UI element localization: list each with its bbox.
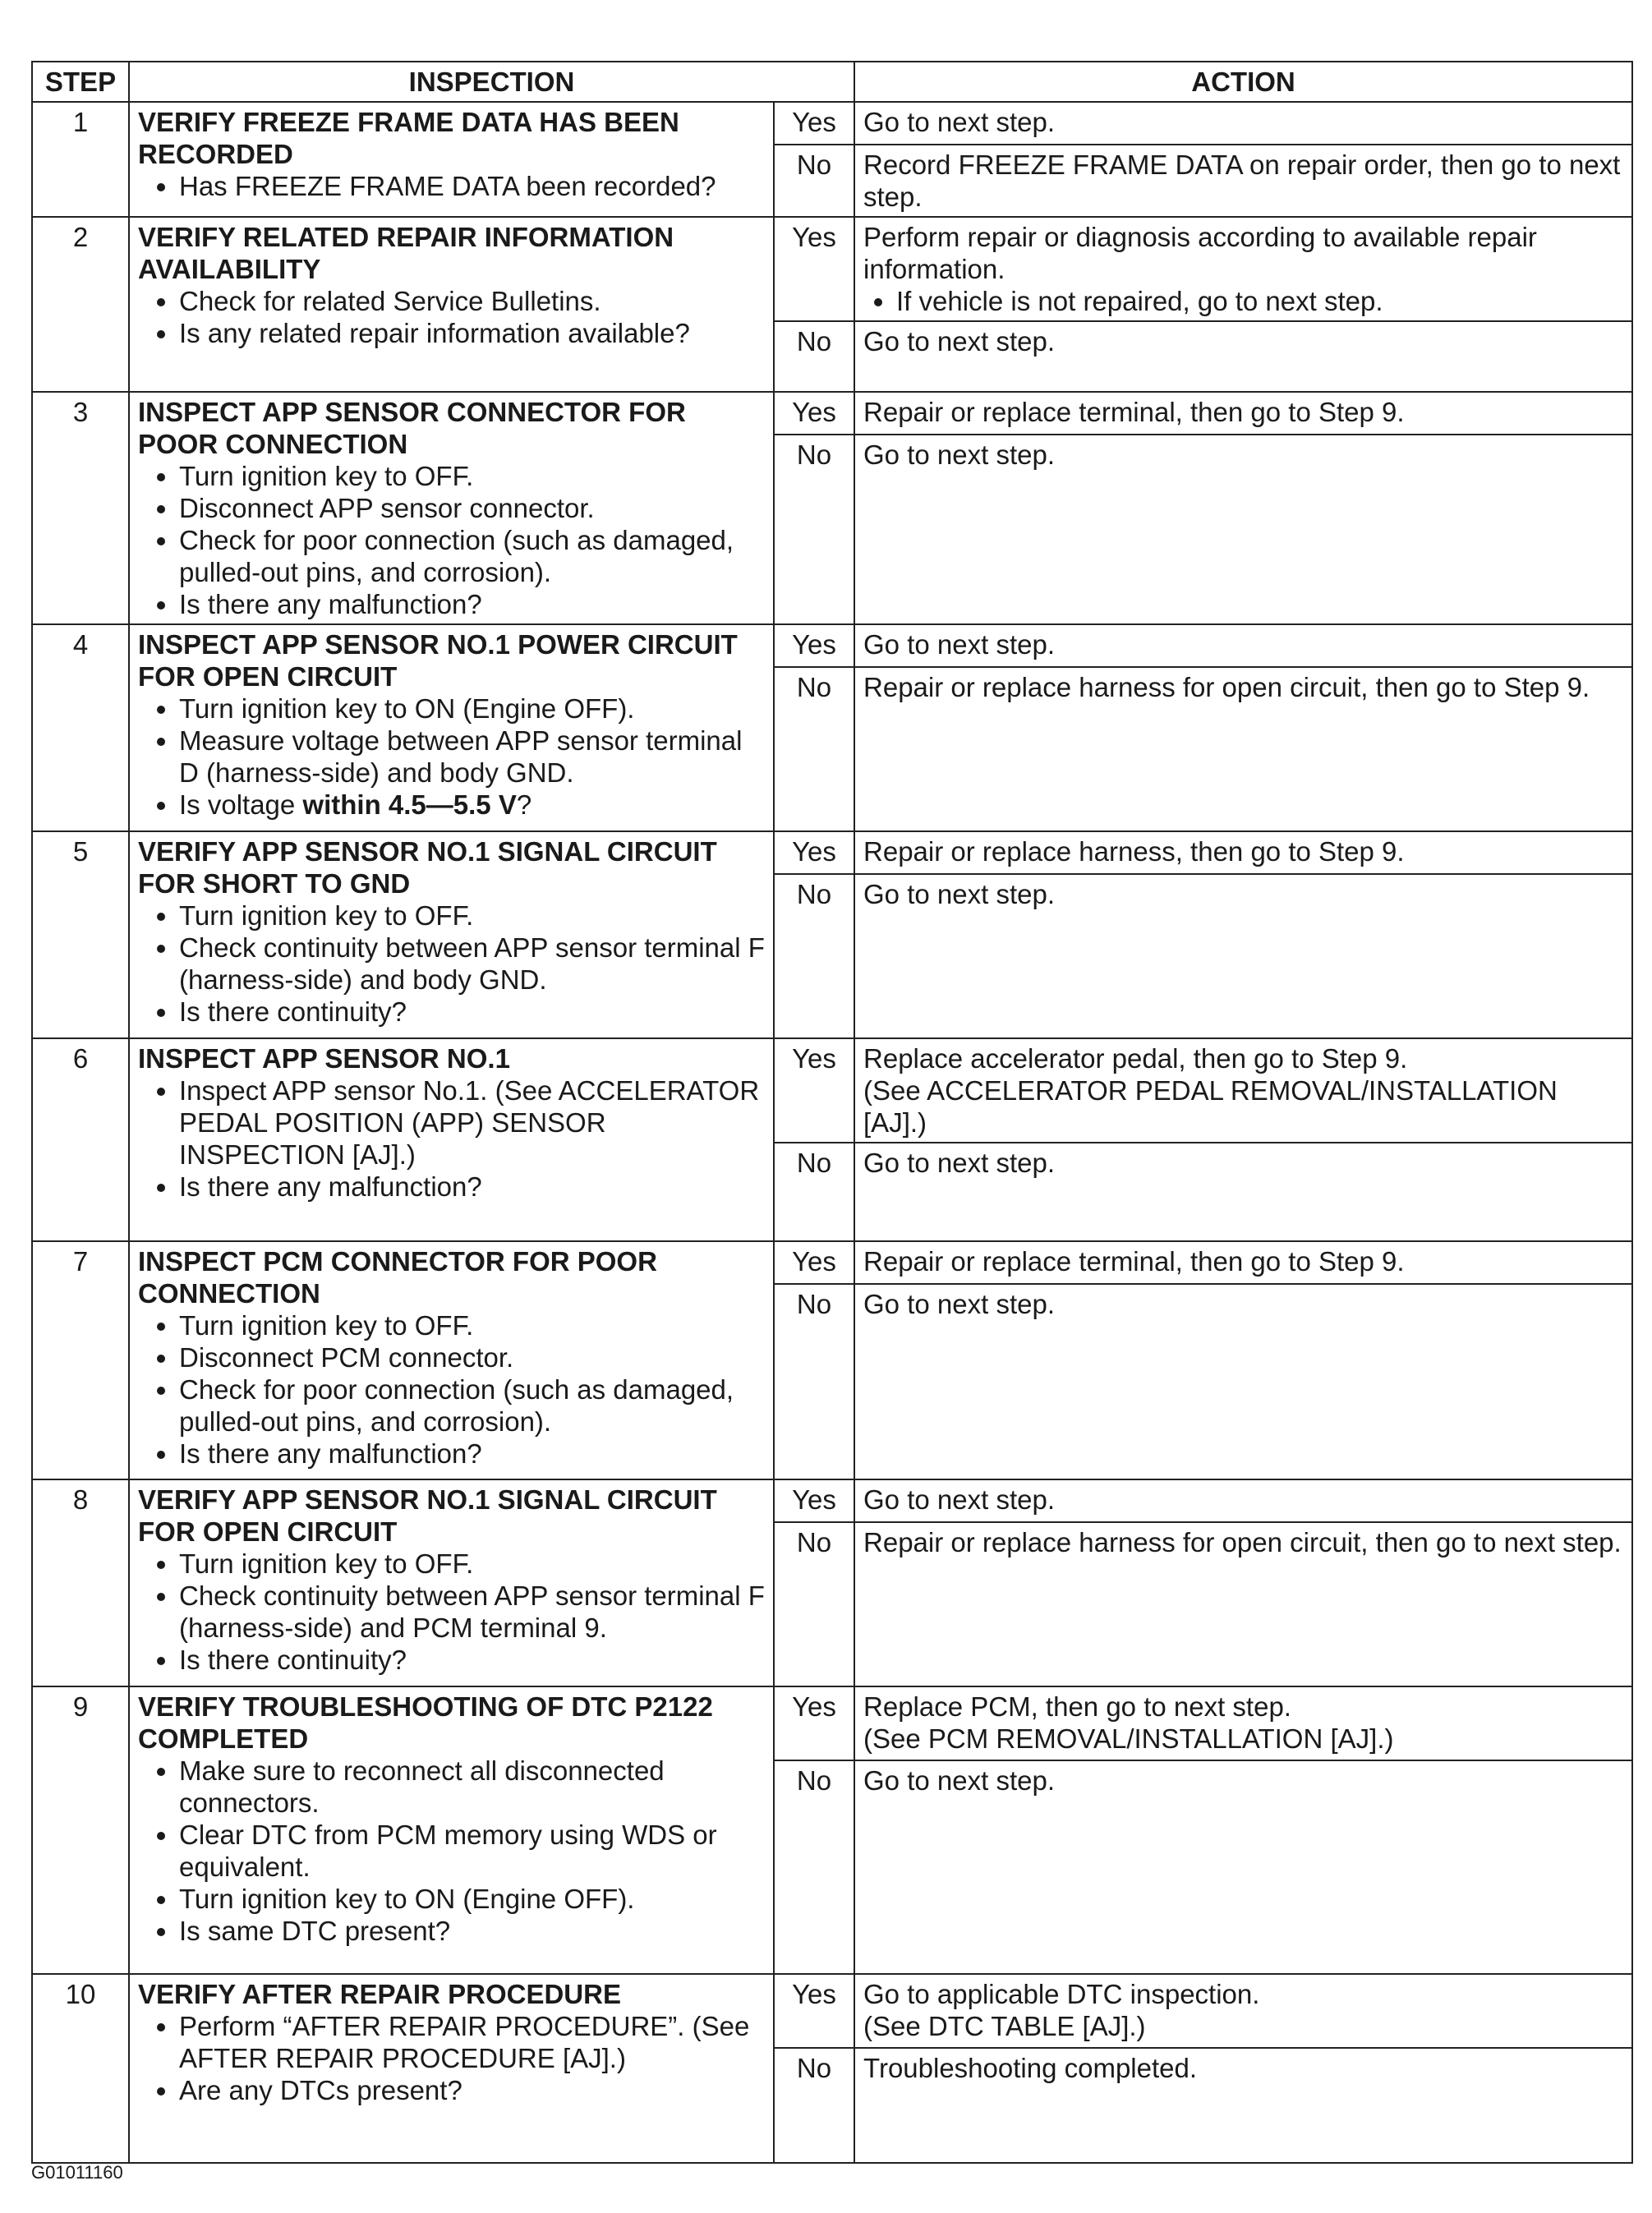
step-number: 10 <box>32 1974 129 2163</box>
yes-action-text: Go to next step. <box>863 629 1055 660</box>
inspection-bullet: • Turn ignition key to OFF. <box>179 1548 765 1580</box>
inspection-list <box>138 460 765 620</box>
inspection-bullet: • Perform “AFTER REPAIR PROCEDURE”. (See AFTER REPAIR PROCEDURE [AJ].) <box>179 2010 765 2074</box>
no-label: No <box>774 321 854 392</box>
yes-action <box>854 831 1632 874</box>
table-row <box>32 217 1632 321</box>
no-label: No <box>774 1522 854 1686</box>
yes-action-reference: (See PCM REMOVAL/INSTALLATION [AJ].) <box>863 1723 1394 1754</box>
no-action: Record FREEZE FRAME DATA on repair order, then go to next step. <box>854 145 1632 217</box>
no-action: Repair or replace harness for open circuit, then go to next step. <box>854 1522 1632 1686</box>
inspection-title: INSPECT APP SENSOR CONNECTOR FOR POOR CONNECTION <box>138 397 686 459</box>
yes-action <box>854 1686 1632 1760</box>
inspection-bullet: • Check for poor connection (such as damaged, pulled-out pins, and corrosion). <box>179 1373 765 1438</box>
no-label: No <box>774 145 854 217</box>
inspection-cell <box>129 102 774 217</box>
no-label: No <box>774 667 854 831</box>
inspection-title: VERIFY AFTER REPAIR PROCEDURE <box>138 1979 621 2009</box>
inspection-title: INSPECT PCM CONNECTOR FOR POOR CONNECTION <box>138 1246 657 1309</box>
inspection-bullet: • Clear DTC from PCM memory using WDS or equivalent. <box>179 1819 765 1883</box>
no-label: No <box>774 435 854 624</box>
table-row <box>32 392 1632 435</box>
inspection-title: VERIFY APP SENSOR NO.1 SIGNAL CIRCUIT FOR SHORT TO GND <box>138 836 717 899</box>
yes-action-text: Go to next step. <box>863 1484 1055 1515</box>
no-action: Go to next step. <box>854 1760 1632 1974</box>
inspection-title: VERIFY FREEZE FRAME DATA HAS BEEN RECORDED <box>138 107 679 169</box>
no-label: No <box>774 1143 854 1241</box>
no-action: Go to next step. <box>854 321 1632 392</box>
yes-action <box>854 1241 1632 1284</box>
table-row <box>32 1974 1632 2048</box>
inspection-title: VERIFY TROUBLESHOOTING OF DTC P2122 COMPLETED <box>138 1691 713 1754</box>
inspection-bullet: • Disconnect PCM connector. <box>179 1341 765 1373</box>
no-action: Go to next step. <box>854 435 1632 624</box>
yes-action <box>854 1038 1632 1143</box>
inspection-cell <box>129 217 774 392</box>
yes-action-list <box>863 285 1623 317</box>
inspection-bullet: • Turn ignition key to ON (Engine OFF). <box>179 692 765 725</box>
yes-label: Yes <box>774 1038 854 1143</box>
yes-label: Yes <box>774 1241 854 1284</box>
yes-action-text: Replace accelerator pedal, then go to Step 9. <box>863 1043 1408 1074</box>
no-action: Troubleshooting completed. <box>854 2048 1632 2163</box>
yes-action-text: Go to next step. <box>863 107 1055 137</box>
inspection-bullet: • Check continuity between APP sensor terminal F (harness-side) and PCM terminal 9. <box>179 1580 765 1644</box>
inspection-bullet: • Is any related repair information available? <box>179 317 765 349</box>
inspection-title: INSPECT APP SENSOR NO.1 POWER CIRCUIT FOR OPEN CIRCUIT <box>138 629 738 692</box>
diagnostic-table <box>31 61 1633 2164</box>
table-row <box>32 1241 1632 1284</box>
step-number: 5 <box>32 831 129 1038</box>
inspection-bullet: • Disconnect APP sensor connector. <box>179 492 765 524</box>
inspection-bullet: • Measure voltage between APP sensor terminal D (harness-side) and body GND. <box>179 725 765 789</box>
inspection-cell <box>129 1974 774 2163</box>
yes-action <box>854 102 1632 145</box>
no-label: No <box>774 1284 854 1479</box>
yes-action-reference: (See DTC TABLE [AJ].) <box>863 2011 1146 2041</box>
inspection-bullet: • Is there continuity? <box>179 996 765 1028</box>
header-step: STEP <box>32 62 129 102</box>
inspection-list <box>138 692 765 821</box>
inspection-bullet: • Turn ignition key to ON (Engine OFF). <box>179 1883 765 1915</box>
yes-action-text: Perform repair or diagnosis according to available repair information. <box>863 222 1537 284</box>
inspection-bullet: • Turn ignition key to OFF. <box>179 899 765 932</box>
no-action: Go to next step. <box>854 874 1632 1038</box>
step-number: 1 <box>32 102 129 217</box>
step-number: 4 <box>32 624 129 831</box>
yes-action <box>854 392 1632 435</box>
yes-action <box>854 1479 1632 1522</box>
yes-action <box>854 217 1632 321</box>
table-row <box>32 1686 1632 1760</box>
inspection-cell <box>129 831 774 1038</box>
no-label: No <box>774 2048 854 2163</box>
no-action: Repair or replace harness for open circuit, then go to Step 9. <box>854 667 1632 831</box>
inspection-bullet: • Check continuity between APP sensor terminal F (harness-side) and body GND. <box>179 932 765 996</box>
yes-action-text: Replace PCM, then go to next step. <box>863 1691 1291 1722</box>
yes-action-text: Repair or replace terminal, then go to Step 9. <box>863 1246 1405 1277</box>
yes-label: Yes <box>774 102 854 145</box>
table-row <box>32 1038 1632 1143</box>
header-action: ACTION <box>854 62 1632 102</box>
no-label: No <box>774 1760 854 1974</box>
yes-label: Yes <box>774 624 854 667</box>
inspection-bullet: • Turn ignition key to OFF. <box>179 1309 765 1341</box>
inspection-list <box>138 170 765 202</box>
yes-label: Yes <box>774 1974 854 2048</box>
table-row <box>32 1479 1632 1522</box>
header-inspection: INSPECTION <box>129 62 854 102</box>
table-header-row <box>32 62 1632 102</box>
inspection-bullet: • Is there any malfunction? <box>179 1171 765 1203</box>
bullet-text: ? <box>516 789 532 820</box>
yes-action <box>854 1974 1632 2048</box>
no-action: Go to next step. <box>854 1143 1632 1241</box>
inspection-bullet: • Is there any malfunction? <box>179 588 765 620</box>
step-number: 6 <box>32 1038 129 1241</box>
inspection-list <box>138 1074 765 1203</box>
inspection-cell <box>129 1241 774 1479</box>
yes-label: Yes <box>774 831 854 874</box>
yes-label: Yes <box>774 392 854 435</box>
yes-action-bullet: • If vehicle is not repaired, go to next step. <box>896 285 1623 317</box>
inspection-bullet: • Turn ignition key to OFF. <box>179 460 765 492</box>
inspection-bullet: • Check for related Service Bulletins. <box>179 285 765 317</box>
bullet-spec: within 4.5—5.5 V <box>302 789 517 820</box>
inspection-bullet: • Check for poor connection (such as damaged, pulled-out pins, and corrosion). <box>179 524 765 588</box>
inspection-bullet: • Has FREEZE FRAME DATA been recorded? <box>179 170 765 202</box>
inspection-title: VERIFY APP SENSOR NO.1 SIGNAL CIRCUIT FOR OPEN CIRCUIT <box>138 1484 717 1547</box>
inspection-list <box>138 1309 765 1470</box>
inspection-bullet: • Is there continuity? <box>179 1644 765 1676</box>
step-number: 3 <box>32 392 129 624</box>
yes-action-text: Repair or replace terminal, then go to Step 9. <box>863 397 1405 427</box>
yes-action-reference: (See ACCELERATOR PEDAL REMOVAL/INSTALLATION [AJ].) <box>863 1075 1558 1138</box>
step-number: 2 <box>32 217 129 392</box>
inspection-bullet: • Inspect APP sensor No.1. (See ACCELERATOR PEDAL POSITION (APP) SENSOR INSPECTION [AJ].) <box>179 1074 765 1171</box>
inspection-bullet: • Make sure to reconnect all disconnected connectors. <box>179 1755 765 1819</box>
inspection-cell <box>129 624 774 831</box>
yes-label: Yes <box>774 1686 854 1760</box>
yes-action <box>854 624 1632 667</box>
inspection-list <box>138 285 765 349</box>
inspection-title: INSPECT APP SENSOR NO.1 <box>138 1043 510 1074</box>
inspection-list <box>138 1755 765 1947</box>
inspection-cell <box>129 1686 774 1974</box>
yes-action-text: Go to applicable DTC inspection. <box>863 1979 1260 2009</box>
inspection-list <box>138 899 765 1028</box>
yes-label: Yes <box>774 217 854 321</box>
inspection-title: VERIFY RELATED REPAIR INFORMATION AVAILABILITY <box>138 222 674 284</box>
inspection-bullet <box>179 789 765 821</box>
yes-action-text: Repair or replace harness, then go to Step 9. <box>863 836 1405 867</box>
inspection-bullet: • Are any DTCs present? <box>179 2074 765 2106</box>
inspection-bullet: • Is same DTC present? <box>179 1915 765 1947</box>
no-label: No <box>774 874 854 1038</box>
step-number: 8 <box>32 1479 129 1686</box>
no-action: Go to next step. <box>854 1284 1632 1479</box>
table-row <box>32 831 1632 874</box>
bullet-text: Is voltage <box>179 789 303 820</box>
table-row <box>32 624 1632 667</box>
figure-code: G01011160 <box>31 2162 123 2183</box>
yes-label: Yes <box>774 1479 854 1522</box>
inspection-cell <box>129 1479 774 1686</box>
inspection-bullet: • Is there any malfunction? <box>179 1438 765 1470</box>
table-row <box>32 102 1632 145</box>
step-number: 9 <box>32 1686 129 1974</box>
inspection-cell <box>129 1038 774 1241</box>
inspection-list <box>138 2010 765 2106</box>
inspection-list <box>138 1548 765 1676</box>
inspection-cell <box>129 392 774 624</box>
step-number: 7 <box>32 1241 129 1479</box>
